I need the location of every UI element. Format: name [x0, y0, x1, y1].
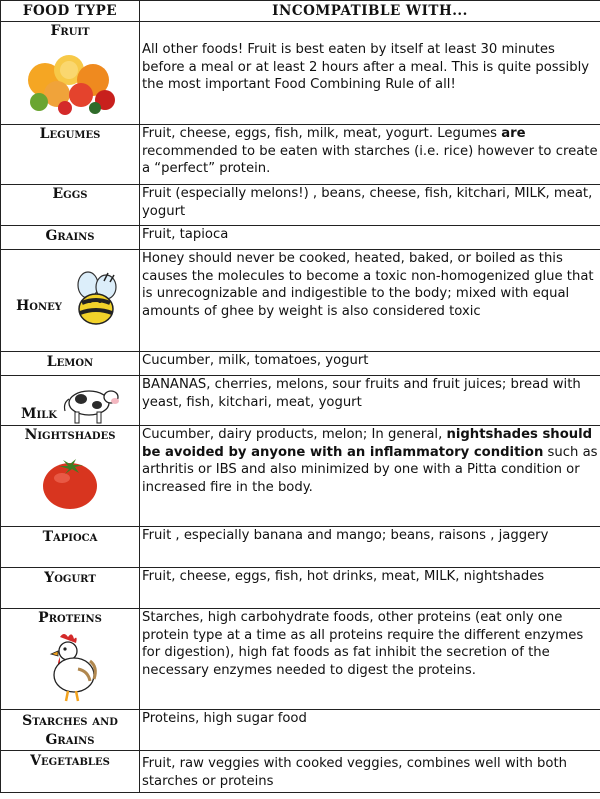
- tomato-icon: [35, 450, 105, 512]
- food-type-label: Vegetables: [30, 753, 110, 769]
- table-row: [1, 710, 600, 751]
- food-type-label: Milk: [21, 406, 57, 422]
- food-type-label: Starches and Grains: [22, 713, 118, 748]
- incompatible-cell: All other foods! Fruit is best eaten by itself at least 30 minutes before a meal or at least 2 hours after a meal. This is quite possibly the most important Food Combining Rule of all!: [140, 22, 600, 125]
- food-type-label: Honey: [16, 297, 62, 314]
- table-row: [1, 751, 600, 793]
- incompatible-cell: Honey should never be cooked, heated, baked, or boiled as this causes the molecules to become a toxic non-homogenized glue that is unrecognizable and indigestible to the body; mixed with equal amounts of ghee by weight is also considered toxic: [140, 250, 600, 352]
- food-type-cell: [1, 376, 140, 426]
- table-row: [1, 22, 600, 125]
- incompatible-cell: Proteins, high sugar food: [140, 710, 600, 751]
- table-row: [1, 185, 600, 226]
- incompatible-cell: Fruit, raw veggies with cooked veggies, combines well with both starches or proteins: [140, 751, 600, 793]
- food-type-label: Nightshades: [24, 427, 116, 443]
- food-type-cell: [1, 568, 140, 609]
- food-type-label: Tapioca: [42, 529, 98, 545]
- food-type-cell: [1, 250, 140, 352]
- incompatible-cell: Fruit (especially melons!) , beans, cheese, fish, kitchari, MILK, meat, yogurt: [140, 185, 600, 226]
- cow-icon: [59, 381, 119, 425]
- table-row: [1, 125, 600, 185]
- food-type-cell: [1, 527, 140, 568]
- food-type-label: Eggs: [52, 186, 88, 202]
- bee-icon: [68, 271, 124, 331]
- table-row: [1, 568, 600, 609]
- table-row: [1, 609, 600, 710]
- food-type-cell: [1, 22, 140, 125]
- table-row: [1, 527, 600, 568]
- food-type-cell: [1, 751, 140, 793]
- incompatible-cell: Fruit, tapioca: [140, 226, 600, 250]
- food-type-cell: [1, 226, 140, 250]
- table-row: [1, 352, 600, 376]
- table-row: [1, 376, 600, 426]
- incompatible-cell: BANANAS, cherries, melons, sour fruits and fruit juices; bread with yeast, fish, kitchari, meat, yogurt: [140, 376, 600, 426]
- food-type-label: Legumes: [39, 126, 101, 142]
- food-type-cell: [1, 352, 140, 376]
- food-type-cell: [1, 609, 140, 710]
- incompatible-cell: Starches, high carbohydrate foods, other proteins (eat only one protein type at a time as all proteins require the different enzymes for digestion), high fat foods as fat inhibit the secretion of the necessary enzymes needed to digest the proteins.: [140, 609, 600, 710]
- incompatible-cell: Fruit, cheese, eggs, fish, hot drinks, meat, MILK, nightshades: [140, 568, 600, 609]
- food-type-cell: [1, 125, 140, 185]
- table-row: [1, 250, 600, 352]
- food-type-label: Yogurt: [44, 570, 96, 586]
- header-incompatible-with: INCOMPATIBLE WITH...: [140, 1, 600, 22]
- table-row: [1, 426, 600, 527]
- table-row: [1, 226, 600, 250]
- food-type-cell: [1, 185, 140, 226]
- food-type-cell: [1, 426, 140, 527]
- chicken-icon: [40, 631, 100, 703]
- incompatible-cell: Cucumber, dairy products, melon; In general, nightshades should be avoided by anyone with an inflammatory condition such as arthritis or IBS and also minimized by one with a Pitta condition or increased fire in the body.: [140, 426, 600, 527]
- fruit-bowl-icon: [15, 40, 125, 120]
- food-type-label: Lemon: [46, 354, 94, 370]
- food-type-label: Fruit: [50, 23, 90, 39]
- header-food-type: FOOD TYPE: [1, 1, 140, 22]
- food-type-label: Grains: [45, 228, 95, 244]
- food-type-label: Proteins: [38, 610, 102, 626]
- incompatible-cell: Fruit , especially banana and mango; beans, raisons , jaggery: [140, 527, 600, 568]
- food-type-cell: [1, 710, 140, 751]
- incompatible-cell: Cucumber, milk, tomatoes, yogurt: [140, 352, 600, 376]
- incompatible-cell: Fruit, cheese, eggs, fish, milk, meat, yogurt. Legumes are recommended to be eaten with starches (i.e. rice) however to create a “perfect” protein.: [140, 125, 600, 185]
- header-row: [1, 1, 600, 22]
